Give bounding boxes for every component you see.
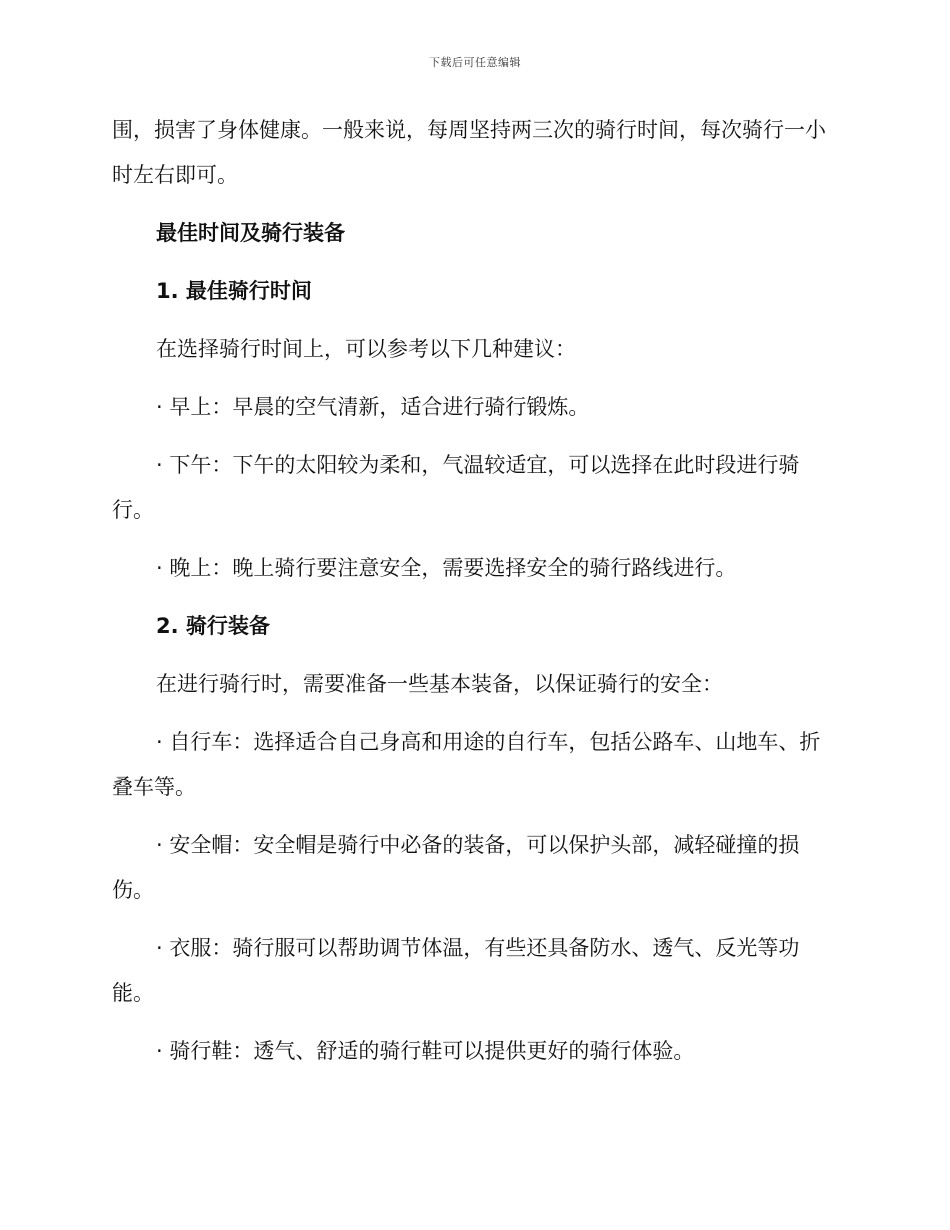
subheading-best-time: 1. 最佳骑行时间: [156, 279, 312, 303]
list-item-afternoon: · 下午：下午的太阳较为柔和，气温较适宜，可以选择在此时段进行骑行。: [112, 453, 800, 522]
page-header: 下载后可任意编辑: [429, 56, 521, 69]
list-item-helmet: · 安全帽：安全帽是骑行中必备的装备，可以保护头部，减轻碰撞的损伤。: [112, 833, 800, 902]
paragraph-intro-time: 在选择骑行时间上，可以参考以下几种建议：: [156, 337, 576, 361]
paragraph-intro-equipment: 在进行骑行时，需要准备一些基本装备，以保证骑行的安全：: [156, 672, 723, 696]
section-heading: 最佳时间及骑行装备: [156, 221, 345, 245]
subheading-equipment: 2. 骑行装备: [156, 614, 270, 638]
list-item-evening: · 晚上：晚上骑行要注意安全，需要选择安全的骑行路线进行。: [156, 556, 737, 580]
paragraph-continuation: 围，损害了身体健康。一般来说，每周坚持两三次的骑行时间，每次骑行一小时左右即可。: [112, 118, 826, 187]
list-item-shoes: · 骑行鞋：透气、舒适的骑行鞋可以提供更好的骑行体验。: [156, 1039, 695, 1063]
list-item-clothing: · 衣服：骑行服可以帮助调节体温，有些还具备防水、透气、反光等功能。: [112, 936, 800, 1005]
list-item-bicycle: · 自行车：选择适合自己身高和用途的自行车，包括公路车、山地车、折叠车等。: [112, 730, 821, 799]
list-item-morning: · 早上：早晨的空气清新，适合进行骑行锻炼。: [156, 395, 590, 419]
document-body: [112, 108, 832, 1074]
